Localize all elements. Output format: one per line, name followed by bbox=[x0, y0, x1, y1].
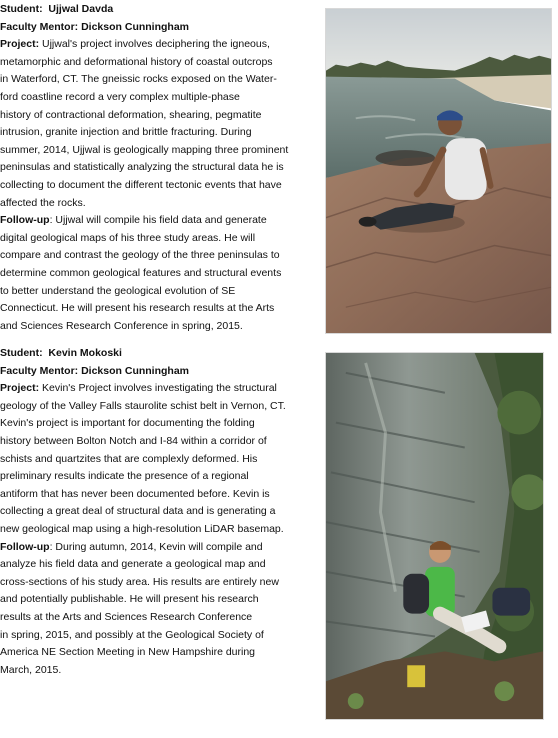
project-text: metamorphic and deformational history of coastal outcrops bbox=[0, 55, 273, 68]
followup-text: America NE Section Meeting in New Hampshire during bbox=[0, 646, 256, 659]
coastal-outcrop-photo-icon bbox=[326, 9, 551, 333]
student-name: Ujjwal Davda bbox=[48, 3, 114, 15]
schist-outcrop-photo bbox=[325, 352, 544, 720]
project-text: peninsulas and statistically analyzing the structural data he is bbox=[0, 161, 284, 174]
followup-text: to better understand the geological evolution of SE bbox=[0, 284, 236, 297]
project-label: Project: bbox=[0, 38, 40, 51]
mentor-name: Dickson Cunningham bbox=[81, 364, 190, 377]
followup-text: and Sciences Research Conference in spring, 2015. bbox=[0, 319, 243, 332]
followup-label: Follow-up bbox=[0, 214, 50, 227]
followup-text: in spring, 2015, and possibly at the Geological Society of bbox=[0, 628, 264, 641]
mentor-line: Faculty Mentor: Dickson Cunningham bbox=[0, 364, 190, 377]
project-line: Project: Kevin's Project involves investigating the structural bbox=[0, 382, 277, 395]
student-name: Kevin Mokoski bbox=[48, 347, 122, 359]
followup-text: and potentially publishable. He will present his research bbox=[0, 593, 259, 606]
coastal-outcrop-photo bbox=[325, 8, 552, 334]
followup-text: cross-sections of his study area. His results are entirely new bbox=[0, 575, 279, 588]
project-text: collecting to document the different tectonic events that have bbox=[0, 178, 282, 191]
project-label: Project: bbox=[0, 382, 40, 395]
project-text: summer, 2014, Ujjwal is geologically mapping three prominent bbox=[0, 143, 289, 156]
project-text: intrusion, granite injection and brittle fracturing. During bbox=[0, 126, 252, 139]
project-text: new geological map using a high-resolution LiDAR basemap. bbox=[0, 522, 284, 535]
mentor-name: Dickson Cunningham bbox=[81, 20, 190, 33]
project-text: history of contractional deformation, shearing, pegmatite bbox=[0, 108, 262, 121]
followup-line: Follow-up: During autumn, 2014, Kevin will compile and bbox=[0, 540, 263, 553]
entry-kevin bbox=[0, 345, 318, 679]
project-text: schists and quartzites that are complexly deformed. His bbox=[0, 452, 258, 465]
followup-text: determine common geological features and structural events bbox=[0, 266, 282, 279]
followup-line: Follow-up: Ujjwal will compile his field data and generate bbox=[0, 214, 267, 227]
project-text: ford coastline record a very complex multiple-phase bbox=[0, 90, 240, 103]
student-line: Student: Kevin Mokoski bbox=[0, 347, 122, 359]
followup-text: March, 2015. bbox=[0, 663, 62, 676]
project-text: geology of the Valley Falls staurolite schist belt in Vernon, CT. bbox=[0, 399, 286, 412]
followup-text: results at the Arts and Sciences Research Conference bbox=[0, 610, 253, 623]
student-line: Student: Ujjwal Davda bbox=[0, 3, 114, 15]
schist-outcrop-photo-icon bbox=[326, 353, 543, 719]
followup-text: compare and contrast the geology of the three peninsulas to bbox=[0, 249, 280, 262]
project-text: in Waterford, CT. The gneissic rocks exposed on the Water- bbox=[0, 73, 277, 86]
project-text: preliminary results indicate the presence of a regional bbox=[0, 470, 249, 483]
followup-text: digital geological maps of his three study areas. He will bbox=[0, 231, 256, 244]
project-text: antiform that has never been documented before. Kevin is bbox=[0, 487, 270, 500]
project-text: Kevin's project is important for documenting the folding bbox=[0, 417, 255, 430]
followup-text: Connecticut. He will present his research results at the Arts bbox=[0, 302, 275, 315]
followup-text: analyze his field data and generate a geological map and bbox=[0, 558, 266, 571]
project-line: Project: Ujjwal's project involves deciphering the igneous, bbox=[0, 38, 270, 51]
followup-label: Follow-up bbox=[0, 540, 50, 553]
entry-ujjwal bbox=[0, 1, 318, 335]
project-text: collecting a great deal of structural data and is generating a bbox=[0, 505, 276, 518]
mentor-line: Faculty Mentor: Dickson Cunningham bbox=[0, 20, 190, 33]
project-text: history between Bolton Notch and I-84 within a corridor of bbox=[0, 434, 267, 447]
project-text: affected the rocks. bbox=[0, 196, 86, 209]
